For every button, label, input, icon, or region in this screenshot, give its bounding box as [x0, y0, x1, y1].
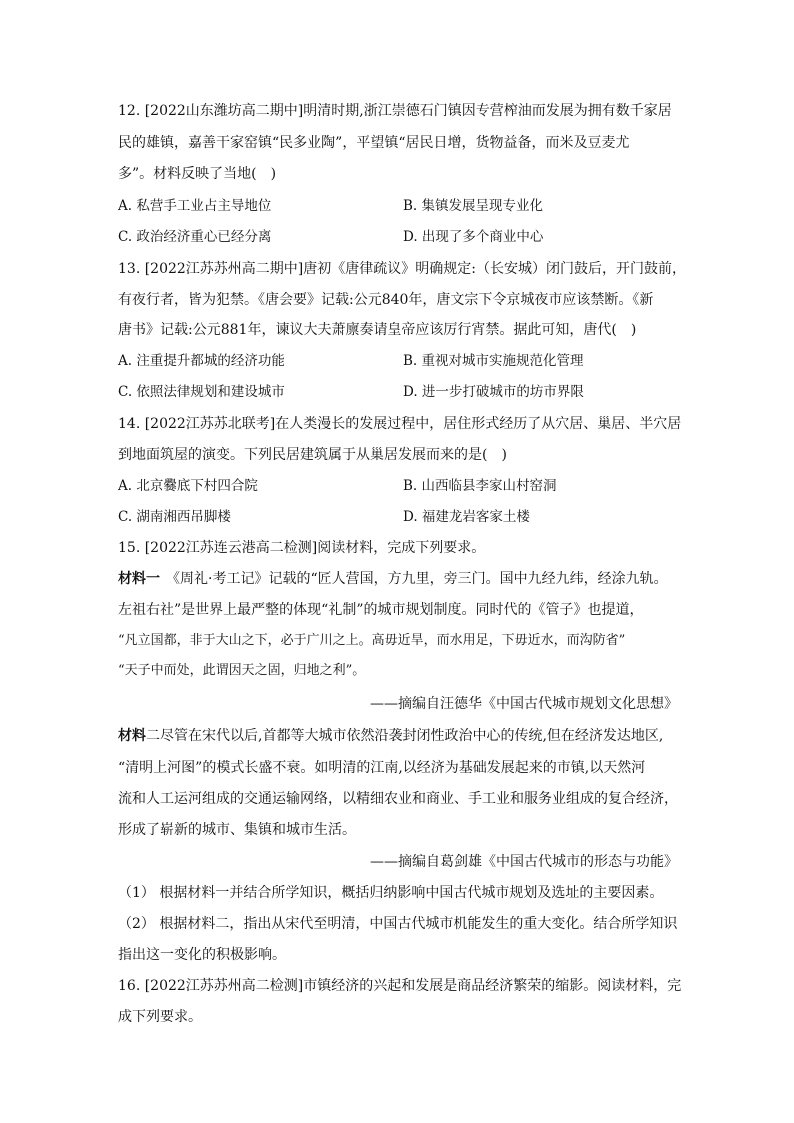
q14-option-d: D. 福建龙岩客家土楼	[403, 509, 530, 525]
q15-requirement-2-line-1: （2） 根据材料二，指出从宋代至明清，中国古代城市机能发生的重大变化。结合所学知识	[118, 916, 678, 932]
q14-option-c: C. 湖南湘西吊脚楼	[118, 509, 231, 525]
q16-line-1: 16. [2022江苏苏州高二检测]市镇经济的兴起和发展是商品经济繁荣的缩影。阅读材料，完	[118, 978, 682, 994]
q15-material-2-line-2: “清明上河图”的模式长盛不衰。如明清的江南,以经济为基础发展起来的市镇,以天然河	[118, 760, 646, 776]
material-1-label: 材料一	[118, 571, 160, 587]
q15-material-1-source: ——摘编自汪德华《中国古代城市规划文化思想》	[370, 696, 678, 712]
q12-option-a: A. 私营手工业占主导地位	[118, 198, 272, 214]
q13-option-a: A. 注重提升都城的经济功能	[118, 353, 285, 369]
q15-material-1-line-1	[118, 569, 668, 589]
q14-option-a: A. 北京爨底下村四合院	[118, 478, 258, 494]
q14-line-1: 14. [2022江苏苏北联考]在人类漫长的发展过程中，居住形式经历了从穴居、巢居、半穴居	[118, 416, 682, 432]
q15-intro: 15. [2022江苏连云港高二检测]阅读材料，完成下列要求。	[118, 540, 486, 556]
q15-requirement-1: （1） 根据材料一并结合所学知识，概括归纳影响中国古代城市规划及选址的主要因素。	[118, 885, 664, 901]
q16-line-2: 成下列要求。	[118, 1009, 202, 1025]
q13-line-3: 唐书》记载:公元881年，谏议大夫萧廪奏请皇帝应该厉行宵禁。据此可知，唐代( )	[118, 322, 637, 338]
q15-material-1-line-3: “凡立国都，非于大山之下，必于广川之上。高毋近旱，而水用足，下毋近水，而沟防省”	[118, 633, 626, 648]
q15-material-2-line-4: 形成了崭新的城市、集镇和城市生活。	[118, 822, 356, 838]
q13-line-2: 有夜行者，皆为犯禁。《唐会要》记载:公元840年，唐文宗下令京城夜市应该禁断。《新	[118, 292, 654, 308]
q13-option-d: D. 进一步打破城市的坊市界限	[403, 384, 584, 400]
material-2-label: 材料	[118, 728, 146, 744]
q12-option-c: C. 政治经济重心已经分离	[118, 229, 272, 245]
q15-material-2-source: ——摘编自葛剑雄《中国古代城市的形态与功能》	[370, 854, 678, 870]
q15-material-1-line-2: 左祖右社”是世界上最严整的体现“礼制”的城市规划制度。同时代的《管子》也提道，	[118, 602, 644, 618]
q15-material-2-line-3: 流和人工运河组成的交通运输网络，以精细农业和商业、手工业和服务业组成的复合经济，	[118, 791, 678, 807]
q14-line-2: 到地面筑屋的演变。下列民居建筑属于从巢居发展而来的是( )	[118, 447, 507, 463]
q12-line-1: 12. [2022山东潍坊高二期中]明清时期,浙江崇德石门镇因专营榨油而发展为拥有数千家居	[118, 103, 672, 119]
material-2-text: 二尽管在宋代以后,首都等大城市依然沿袭封闭性政治中心的传统,但在经济发达地区,	[146, 728, 664, 744]
q12-line-2: 民的雄镇，嘉善干家窑镇“民多业陶”，平望镇“居民日增，货物益备，而米及豆麦尤	[118, 135, 630, 151]
q15-material-2-line-1	[118, 726, 663, 746]
q15-requirement-2-line-2: 指出这一变化的积极影响。	[118, 947, 286, 963]
q13-option-c: C. 依照法律规划和建设城市	[118, 384, 285, 400]
q13-line-1: 13. [2022江苏苏州高二期中]唐初《唐律疏议》明确规定:（长安城）闭门鼓后，开门鼓前，	[118, 261, 686, 277]
material-1-text: 《周礼·考工记》记载的“匠人营国，方九里，旁三门。国中九经九纬，经涂九轨。	[166, 571, 668, 587]
q15-material-1-line-4: “天子中而处，此谓因天之固，归地之利”。	[118, 663, 366, 678]
q12-line-3: 多”。材料反映了当地( )	[118, 166, 277, 182]
q12-option-d: D. 出现了多个商业中心	[403, 229, 544, 245]
q12-option-b: B. 集镇发展呈现专业化	[403, 198, 544, 214]
q14-option-b: B. 山西临县李家山村窑洞	[403, 478, 557, 494]
q13-option-b: B. 重视对城市实施规范化管理	[403, 353, 584, 369]
